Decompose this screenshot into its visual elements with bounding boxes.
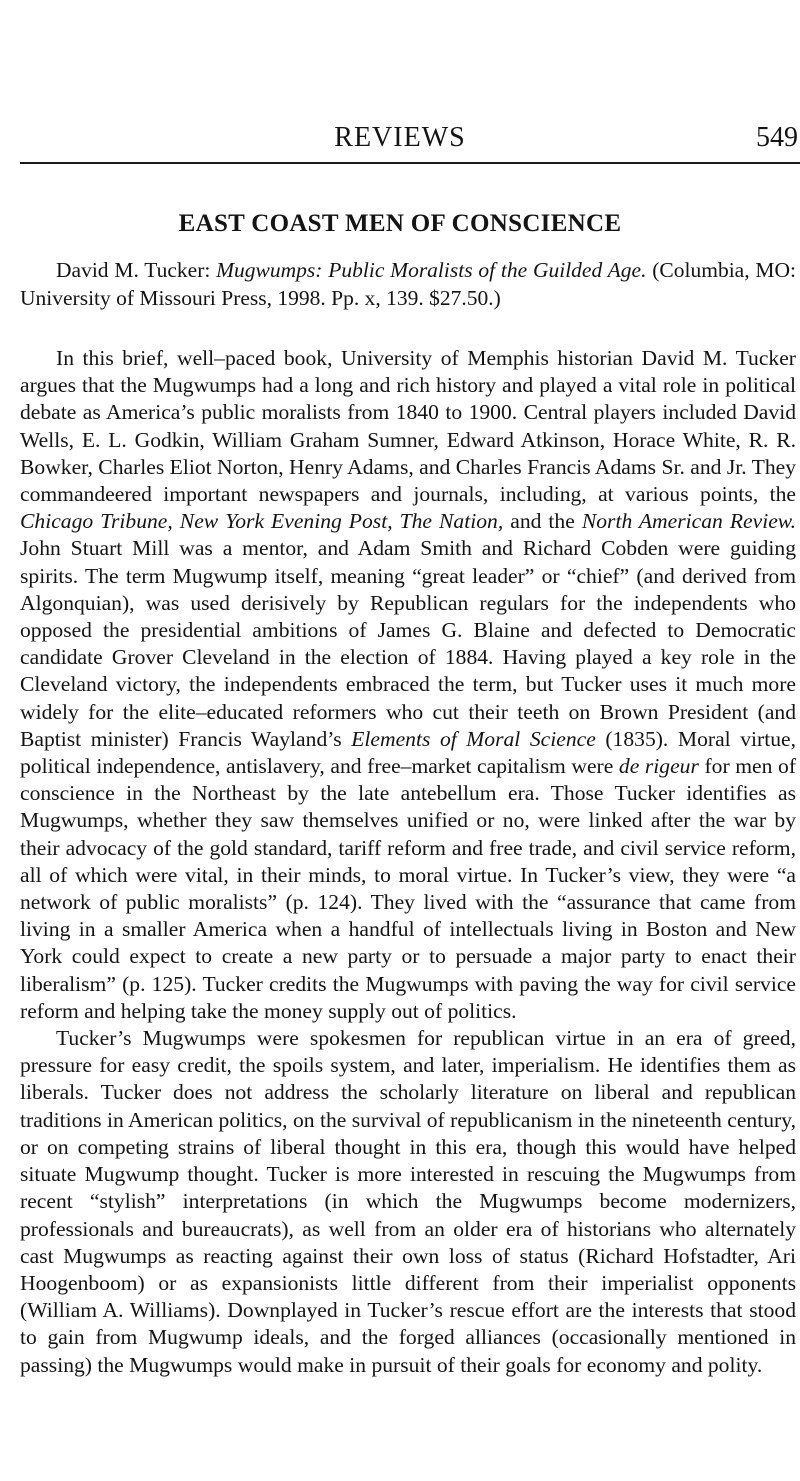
paragraph-1 <box>20 345 796 1025</box>
paragraph-1-book-title: Elements of Moral Science <box>351 726 596 751</box>
paragraph-1-journal: North American Review. <box>581 509 796 534</box>
running-head-title: REVIEWS <box>334 122 466 153</box>
citation-author: David M. Tucker: <box>56 258 217 282</box>
book-citation <box>20 256 796 312</box>
paragraph-1-text-2: and the <box>503 509 582 534</box>
paragraph-1-de-rigeur: de rigeur <box>618 754 699 779</box>
paragraph-1-newspapers: Chicago Tribune, New York Evening Post, The Nation, <box>20 509 504 534</box>
page-number: 549 <box>756 122 798 153</box>
paragraph-1-text-3: John Stuart Mill was a mentor, and Adam Smith and Richard Cobden were guiding spirits. The term Mugwump itself, meaning “great leader” or “chief” (and derived from Algonquian), was used derisively by Republican regulars for the independents who opposed the presidential ambitions of James G. Blaine and defected to Democratic candidate Grover Cleveland in the election of 1884. Having played a key role in the Cleveland victory, the independents embraced the term, but Tucker uses it much more widely for the elite–educated reformers who cut their teeth on Brown President (and Baptist minister) Francis Wayland’s <box>20 536 796 751</box>
citation-book-title: Mugwumps: Public Moralists of the Guilded Age. <box>216 258 647 282</box>
paragraph-1-text-5: for men of conscience in the Northeast by the late antebellum era. Those Tucker identifies as Mugwumps, whether they saw themselves unified or no, were linked after the war by their advocacy of the gold standard, tariff reform and free trade, and civil service reform, all of which were vital, in their minds, to moral virtue. In Tucker’s view, they were “a network of public moralists” (p. 124). They lived with the “assurance that came from living in a smaller America when a handful of intellectuals living in Boston and New York could expect to create a new party or to persuade a major party to enact their liberalism” (p. 125). Tucker credits the Mugwumps with paving the way for civil service reform and helping take the money supply out of politics. <box>20 754 797 1023</box>
running-head <box>0 118 800 158</box>
header-rule <box>20 162 800 164</box>
paragraph-1-text-1: In this brief, well–paced book, University of Memphis historian David M. Tucker argues that the Mugwumps had a long and rich history and played a vital role in political debate as America’s public moralists from 1840 to 1900. Central players included David Wells, E. L. Godkin, William Graham Sumner, Edward Atkinson, Horace White, R. R. Bowker, Charles Eliot Norton, Henry Adams, and Charles Francis Adams Sr. and Jr. They commandeered important newspapers and journals, including, at various points, the <box>20 346 797 507</box>
paragraph-1-text-4: (1835). Moral virtue, political independence, antislavery, and free–market capitalism were <box>20 726 797 779</box>
paragraph-2: Tucker’s Mugwumps were spokesmen for republican virtue in an era of greed, pressure for easy credit, the spoils system, and later, imperialism. He identifies them as liberals. Tucker does not address the scholarly literature on liberal and republican traditions in American politics, on the survival of republicanism in the nineteenth century, or on competing strains of liberal thought in this era, though this would have helped situate Mugwump thought. Tucker is more interested in rescuing the Mugwumps from recent “stylish” interpretations (in which the Mugwumps become modernizers, professionals and bureaucrats), as well from an older era of historians who alternately cast Mugwumps as reacting against their own loss of status (Richard Hofstadter, Ari Hoogenboom) or as expansionists little different from their imperialist opponents (William A. Williams). Downplayed in Tucker’s rescue effort are the interests that stood to gain from Mugwump ideals, and the forged alliances (occasionally mentioned in passing) the Mugwumps would make in pursuit of their goals for economy and polity. <box>20 1026 796 1377</box>
review-body <box>20 345 796 1379</box>
review-title: EAST COAST MEN OF CONSCIENCE <box>178 210 622 237</box>
citation-publisher: (Columbia, MO: University of Missouri Press, 1998. Pp. x, 139. $27.50.) <box>20 258 796 310</box>
